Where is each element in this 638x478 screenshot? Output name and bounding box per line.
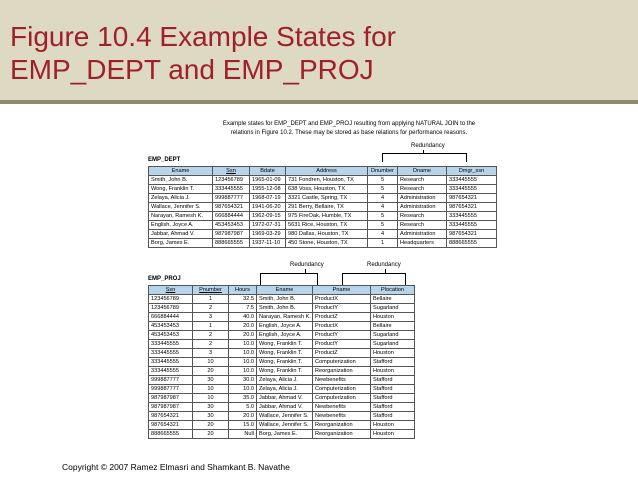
table-cell: 20 [193, 421, 229, 430]
table-cell: 333445555 [447, 221, 497, 230]
table-cell: Reorganization [313, 430, 371, 439]
table-cell: 999887777 [149, 385, 193, 394]
table-cell: English, Joyce A. [257, 322, 313, 331]
table-cell: 1 [193, 322, 229, 331]
table-cell: Newbenefits [313, 412, 371, 421]
table-cell: Jabbar, Ahmad V. [149, 230, 213, 239]
redundancy-label-proj-1: Redundancy [290, 262, 324, 268]
table-cell: 1962-09-15 [250, 212, 286, 221]
emp-dept-table [148, 166, 497, 248]
table-cell: Smith, John B. [257, 295, 313, 304]
table-row [149, 322, 415, 331]
table-row [149, 331, 415, 340]
redundancy-label-proj-2: Redundancy [367, 262, 401, 268]
table-cell: Sugarland [371, 331, 415, 340]
table-row [149, 230, 497, 239]
table-cell: Reorganization [313, 367, 371, 376]
table-cell: Research [398, 176, 447, 185]
table-cell: 333445555 [447, 212, 497, 221]
table-row [149, 295, 415, 304]
table-cell: 30 [193, 376, 229, 385]
table-cell: 20.0 [229, 412, 257, 421]
table-cell: Research [398, 185, 447, 194]
title-divider [0, 100, 638, 104]
table-cell: 987654321 [447, 194, 497, 203]
table-cell: 20 [193, 430, 229, 439]
table-cell: 333445555 [213, 185, 250, 194]
table-cell: 5 [368, 185, 398, 194]
table-cell: 987654321 [447, 230, 497, 239]
emp-proj-header-cell: Hours [229, 286, 257, 295]
table-row [149, 203, 497, 212]
table-cell: Houston [371, 313, 415, 322]
table-cell: 987654321 [447, 203, 497, 212]
slide-title-line2: EMP_DEPT and EMP_PROJ [10, 54, 374, 85]
table-cell: Wong, Franklin T. [257, 340, 313, 349]
table-cell: Bellaire [371, 295, 415, 304]
table-cell: 1 [368, 239, 398, 248]
table-cell: Zelaya, Alicia J. [257, 385, 313, 394]
table-cell: 4 [368, 194, 398, 203]
table-cell: 123456789 [149, 295, 193, 304]
table-row [149, 185, 497, 194]
table-cell: 5 [368, 221, 398, 230]
table-cell: 5 [368, 212, 398, 221]
table-cell: Zelaya, Alicia J. [257, 376, 313, 385]
table-cell: Computerization [313, 385, 371, 394]
figure-caption [196, 120, 502, 138]
redundancy-tick-proj-2 [385, 269, 386, 273]
table-cell: Sugarland [371, 304, 415, 313]
table-cell: Wong, Franklin T. [257, 358, 313, 367]
table-row [149, 313, 415, 322]
table-cell: 30 [193, 403, 229, 412]
table-row [149, 304, 415, 313]
table-cell: 999887777 [213, 194, 250, 203]
table-cell: Stafford [371, 403, 415, 412]
table-cell: Borg, James E. [149, 239, 213, 248]
table-row [149, 212, 497, 221]
table-cell: Newbenefits [313, 403, 371, 412]
table-cell: Computerization [313, 358, 371, 367]
emp-proj-header-cell: Ssn [149, 286, 193, 295]
table-cell: 20.0 [229, 322, 257, 331]
emp-proj-header-cell: Plocation [371, 286, 415, 295]
table-cell: 5631 Rice, Houston, TX [286, 221, 368, 230]
table-cell: Wong, Franklin T. [149, 185, 213, 194]
table-cell: 453453453 [213, 221, 250, 230]
emp-dept-header-cell: Dnumber [368, 167, 398, 176]
table-cell: 3 [193, 349, 229, 358]
table-cell: 10 [193, 358, 229, 367]
redundancy-tick-dept [423, 150, 424, 154]
table-cell: 2 [193, 304, 229, 313]
table-cell: 888665555 [149, 430, 193, 439]
table-cell: English, Joyce A. [149, 221, 213, 230]
emp-proj-body [149, 295, 415, 439]
redundancy-label-dept: Redundancy [411, 143, 445, 149]
table-cell: 666884444 [213, 212, 250, 221]
table-cell: 30 [193, 412, 229, 421]
copyright-notice: Copyright © 2007 Ramez Elmasri and Shamkant B. Navathe [62, 462, 290, 472]
emp-proj-header-cell: Ename [257, 286, 313, 295]
emp-proj-table [148, 285, 415, 439]
table-row [149, 367, 415, 376]
table-cell: Stafford [371, 376, 415, 385]
figure-caption-line1: Example states for EMP_DEPT and EMP_PROJ resulting from applying NATURAL JOIN to the [222, 121, 476, 127]
table-cell: ProductY [313, 340, 371, 349]
table-cell: Newbenefits [313, 376, 371, 385]
table-cell: English, Joyce A. [257, 331, 313, 340]
table-cell: 980 Dallas, Houston, TX [286, 230, 368, 239]
table-cell: 4 [368, 230, 398, 239]
table-cell: 1968-07-19 [250, 194, 286, 203]
figure-caption-line2: relations in Figure 10.2. These may be stored as base relations for performance reasons. [230, 130, 468, 136]
table-cell: 40.0 [229, 313, 257, 322]
table-row [149, 376, 415, 385]
table-cell: 987987987 [213, 230, 250, 239]
table-cell: Wallace, Jennifer S. [257, 421, 313, 430]
emp-dept-header-cell: Bdate [250, 167, 286, 176]
emp-proj-header-row [149, 286, 415, 295]
table-cell: 1965-01-09 [250, 176, 286, 185]
table-row [149, 221, 497, 230]
table-cell: 1 [193, 295, 229, 304]
table-cell: 291 Berry, Bellaire, TX [286, 203, 368, 212]
table-cell: 10 [193, 394, 229, 403]
table-cell: 333445555 [149, 367, 193, 376]
emp-dept-header-cell: Dmgr_ssn [447, 167, 497, 176]
table-cell: Null [229, 430, 257, 439]
table-cell: Stafford [371, 394, 415, 403]
table-cell: 1955-12-08 [250, 185, 286, 194]
table-row [149, 194, 497, 203]
table-cell: 15.0 [229, 421, 257, 430]
emp-dept-header-cell: Ename [149, 167, 213, 176]
table-cell: 987654321 [149, 421, 193, 430]
table-cell: 731 Fondren, Houston, TX [286, 176, 368, 185]
redundancy-bracket-dept [382, 153, 467, 162]
table-row [149, 340, 415, 349]
emp-dept-name: EMP_DEPT [148, 157, 181, 163]
table-cell: Sugarland [371, 340, 415, 349]
table-cell: 3321 Castle, Spring, TX [286, 194, 368, 203]
table-cell: 987654321 [213, 203, 250, 212]
emp-dept-header-cell: Dname [398, 167, 447, 176]
table-cell: Research [398, 221, 447, 230]
table-cell: Wong, Franklin T. [257, 367, 313, 376]
table-cell: Stafford [371, 358, 415, 367]
table-cell: Stafford [371, 385, 415, 394]
table-cell: Stafford [371, 412, 415, 421]
slide-title [10, 20, 396, 86]
table-cell: Houston [371, 367, 415, 376]
table-row [149, 176, 497, 185]
table-cell: Borg, James E. [257, 430, 313, 439]
table-cell: 638 Voss, Houston, TX [286, 185, 368, 194]
table-cell: 3 [193, 313, 229, 322]
table-cell: Jabbar, Ahmad V. [257, 403, 313, 412]
table-cell: 10.0 [229, 349, 257, 358]
table-cell: ProductX [313, 322, 371, 331]
table-cell: 987987987 [149, 394, 193, 403]
table-cell: ProductX [313, 295, 371, 304]
table-row [149, 349, 415, 358]
table-cell: 5.0 [229, 403, 257, 412]
table-cell: Smith, John B. [149, 176, 213, 185]
table-cell: Jabbar, Ahmad V. [257, 394, 313, 403]
emp-proj-header-cell: Pnumber [193, 286, 229, 295]
table-cell: 2 [193, 331, 229, 340]
table-cell: 1941-06-20 [250, 203, 286, 212]
table-cell: 987987987 [149, 403, 193, 412]
table-cell: 10.0 [229, 385, 257, 394]
table-cell: 10 [193, 385, 229, 394]
table-cell: 888665555 [213, 239, 250, 248]
table-row [149, 239, 497, 248]
emp-dept-header-cell: Ssn [213, 167, 250, 176]
table-cell: ProductZ [313, 349, 371, 358]
table-cell: 333445555 [149, 340, 193, 349]
table-cell: Reorganization [313, 421, 371, 430]
table-row [149, 385, 415, 394]
table-cell: 1969-03-29 [250, 230, 286, 239]
table-cell: Administration [398, 203, 447, 212]
table-cell: Zelaya, Alicia J. [149, 194, 213, 203]
table-cell: Houston [371, 349, 415, 358]
table-row [149, 394, 415, 403]
table-cell: 32.5 [229, 295, 257, 304]
table-row [149, 421, 415, 430]
table-cell: Bellaire [371, 322, 415, 331]
table-cell: 666884444 [149, 313, 193, 322]
redundancy-tick-proj-1 [305, 269, 306, 273]
table-cell: 975 FireOak, Humble, TX [286, 212, 368, 221]
table-cell: 5 [368, 176, 398, 185]
table-cell: 333445555 [447, 185, 497, 194]
table-cell: ProductZ [313, 313, 371, 322]
table-cell: 123456789 [149, 304, 193, 313]
table-cell: Houston [371, 430, 415, 439]
emp-proj-name: EMP_PROJ [148, 276, 181, 282]
table-cell: 999887777 [149, 376, 193, 385]
table-cell: Narayan, Ramesh K. [257, 313, 313, 322]
table-cell: Wong, Franklin T. [257, 349, 313, 358]
slide-title-line1: Figure 10.4 Example States for [10, 21, 396, 52]
table-cell: 20.0 [229, 331, 257, 340]
emp-dept-header-row [149, 167, 497, 176]
table-cell: 453453453 [149, 322, 193, 331]
table-cell: 7.5 [229, 304, 257, 313]
table-cell: ProductY [313, 304, 371, 313]
table-cell: 35.0 [229, 394, 257, 403]
table-cell: 888665555 [447, 239, 497, 248]
table-cell: Administration [398, 194, 447, 203]
table-row [149, 430, 415, 439]
table-cell: Research [398, 212, 447, 221]
table-cell: Wallace, Jennifer S. [257, 412, 313, 421]
table-cell: 10.0 [229, 367, 257, 376]
table-cell: 987654321 [149, 412, 193, 421]
table-cell: 123456789 [213, 176, 250, 185]
table-cell: 1937-11-10 [250, 239, 286, 248]
table-cell: 2 [193, 340, 229, 349]
emp-proj-header-cell: Pname [313, 286, 371, 295]
table-cell: 450 Stone, Houston, TX [286, 239, 368, 248]
table-cell: 4 [368, 203, 398, 212]
table-cell: 30.0 [229, 376, 257, 385]
emp-dept-body [149, 176, 497, 248]
table-cell: 453453453 [149, 331, 193, 340]
table-cell: Wallace, Jennifer S. [149, 203, 213, 212]
table-cell: 10.0 [229, 358, 257, 367]
table-cell: Narayan, Ramesh K. [149, 212, 213, 221]
table-cell: Houston [371, 421, 415, 430]
table-cell: Headquarters [398, 239, 447, 248]
table-row [149, 412, 415, 421]
table-cell: 333445555 [447, 176, 497, 185]
table-cell: 20 [193, 367, 229, 376]
table-cell: Computerization [313, 394, 371, 403]
table-row [149, 358, 415, 367]
table-cell: Smith, John B. [257, 304, 313, 313]
table-cell: 333445555 [149, 349, 193, 358]
table-cell: ProductY [313, 331, 371, 340]
table-cell: 333445555 [149, 358, 193, 367]
table-cell: Administration [398, 230, 447, 239]
table-row [149, 403, 415, 412]
emp-dept-header-cell: Address [286, 167, 368, 176]
table-cell: 1972-07-31 [250, 221, 286, 230]
table-cell: 10.0 [229, 340, 257, 349]
